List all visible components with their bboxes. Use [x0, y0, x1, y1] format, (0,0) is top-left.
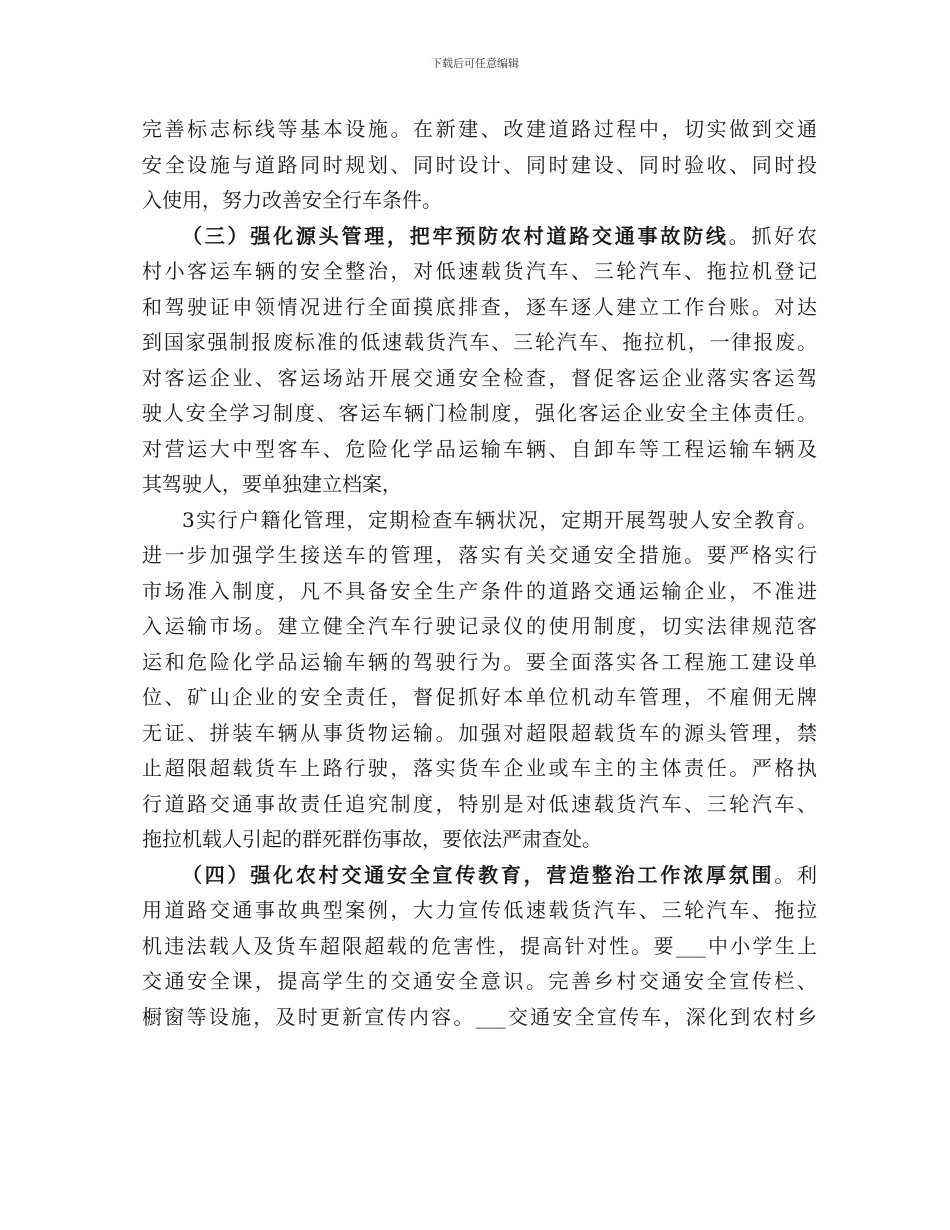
text-line — [142, 787, 817, 823]
text-segment: 入使用，努力改善安全行车条件。 — [142, 188, 442, 212]
text-line — [142, 680, 817, 716]
text-line — [142, 964, 817, 1000]
text-line — [142, 858, 817, 894]
text-segment: 用道路交通事故典型案例，大力宣传低速载货汽车、三轮汽车、拖拉 — [142, 898, 817, 922]
text-segment: 对客运企业、客运场站开展交通安全检查，督促客运企业落实客运驾 — [142, 365, 817, 390]
text-segment: 和驾驶证申领情况进行全面摸底排查，逐车逐人建立工作台账。对达 — [142, 294, 817, 319]
text-line — [142, 751, 817, 787]
text-line — [142, 361, 817, 397]
document-body — [142, 112, 817, 1035]
text-line — [142, 574, 817, 610]
text-line — [142, 396, 817, 432]
text-line — [142, 822, 817, 858]
text-line — [142, 609, 817, 645]
text-line — [142, 893, 817, 929]
text-segment: 交通安全课，提高学生的交通安全意识。完善乡村交通安全宣传栏、 — [142, 969, 817, 993]
text-segment: 到国家强制报废标准的低速载货汽车、三轮汽车、拖拉机，一律报废。 — [142, 330, 817, 354]
text-segment: 位、矿山企业的安全责任，督促抓好本单位机动车管理，不雇佣无牌 — [142, 685, 817, 709]
text-segment: 其驾驶人，要单独建立档案， — [142, 472, 402, 496]
text-line — [142, 645, 817, 681]
text-segment: 拖拉机载人引起的群死群伤事故，要依法严肃查处。 — [142, 827, 602, 851]
text-segment: 对营运大中型客车、危险化学品运输车辆、自卸车等工程运输车辆及 — [142, 436, 817, 461]
text-line — [142, 254, 817, 290]
text-line — [142, 1000, 817, 1036]
text-segment: 市场准入制度，凡不具备安全生产条件的道路交通运输企业，不准进 — [142, 578, 817, 603]
text-line — [142, 538, 817, 574]
text-line — [142, 112, 817, 148]
text-line — [142, 183, 817, 219]
text-segment: 无证、拼装车辆从事货物运输。加强对超限超载货车的源头管理，禁 — [142, 720, 817, 745]
text-segment: 入运输市场。建立健全汽车行驶记录仪的使用制度，切实法律规范客 — [142, 614, 817, 638]
text-line — [142, 432, 817, 468]
text-segment: 完善标志标线等基本设施。在新建、改建道路过程中，切实做到交通 — [142, 117, 817, 141]
text-segment: 村小客运车辆的安全整治，对低速载货汽车、三轮汽车、拖拉机登记 — [142, 259, 817, 283]
text-line — [142, 467, 817, 503]
page-header: 下载后可任意编辑 — [431, 57, 519, 70]
text-line — [142, 290, 817, 326]
section-heading: （三）强化源头管理，把牢预防农村道路交通事故防线 — [182, 223, 729, 248]
text-segment: 止超限超载货车上路行驶，落实货车企业或车主的主体责任。严格执 — [142, 756, 817, 780]
text-segment: 。利 — [774, 862, 818, 887]
text-segment: 运和危险化学品运输车辆的驾驶行为。要全面落实各工程施工建设单 — [142, 649, 817, 674]
text-segment: 橱窗等设施，及时更新宣传内容。___交通安全宣传车，深化到农村乡 — [142, 1004, 817, 1029]
text-line — [142, 148, 817, 184]
text-line — [142, 219, 817, 255]
text-line — [142, 325, 817, 361]
text-segment: 进一步加强学生接送车的管理，落实有关交通安全措施。要严格实行 — [142, 543, 817, 567]
text-line — [142, 503, 817, 539]
text-segment: 3实行户籍化管理，定期检查车辆状况，定期开展驾驶人安全教育。 — [182, 507, 817, 532]
text-line — [142, 716, 817, 752]
text-segment: 机违法载人及货车超限超载的危害性，提高针对性。要___中小学生上 — [142, 933, 817, 958]
section-heading: （四）强化农村交通安全宣传教育，营造整治工作浓厚氛围 — [182, 862, 775, 887]
text-line — [142, 929, 817, 965]
text-segment: 驶人安全学习制度、客运车辆门检制度，强化客运企业安全主体责任。 — [142, 401, 817, 425]
text-segment: 安全设施与道路同时规划、同时设计、同时建设、同时验收、同时投 — [142, 152, 817, 177]
text-segment: 。抓好农 — [728, 223, 818, 248]
text-segment: 行道路交通事故责任追究制度，特别是对低速载货汽车、三轮汽车、 — [142, 791, 817, 816]
